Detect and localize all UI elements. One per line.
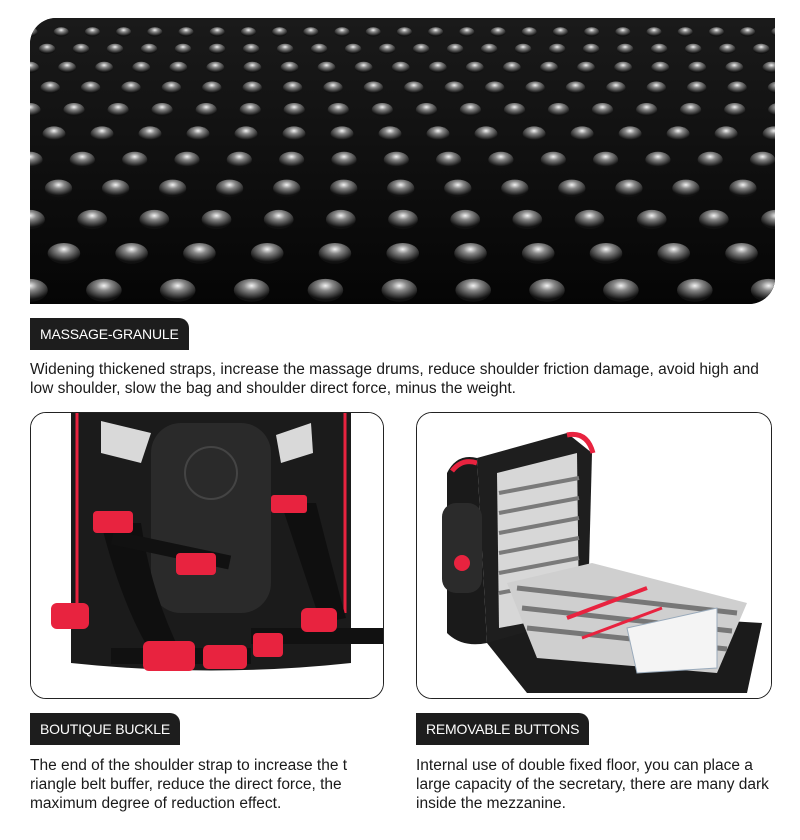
massage-granule-photo: [30, 18, 775, 304]
removable-buttons-label: REMOVABLE BUTTONS: [416, 713, 589, 745]
massage-granule-description: Widening thickened straps, increase the massage drums, reduce shoulder friction damage, avoid high and low shoulder, slow the bag and shoulder direct force, minus the weight.: [30, 361, 759, 397]
boutique-buckle-description: The end of the shoulder strap to increase the t riangle belt buffer, reduce the direct force, the maximum degree of reduction effect.: [30, 757, 348, 812]
removable-buttons-photo: [416, 412, 772, 699]
backpack-interior-graphic: [417, 413, 771, 698]
backpack-straps-graphic: [31, 413, 383, 698]
removable-buttons-description: Internal use of double fixed floor, you can place a large capacity of the secretary, there are many dark inside the mezzanine.: [416, 757, 769, 812]
boutique-buckle-label: BOUTIQUE BUCKLE: [30, 713, 180, 745]
massage-granule-label: MASSAGE-GRANULE: [30, 318, 189, 350]
boutique-buckle-photo: [30, 412, 384, 699]
mesh-granules-graphic: [30, 18, 775, 304]
